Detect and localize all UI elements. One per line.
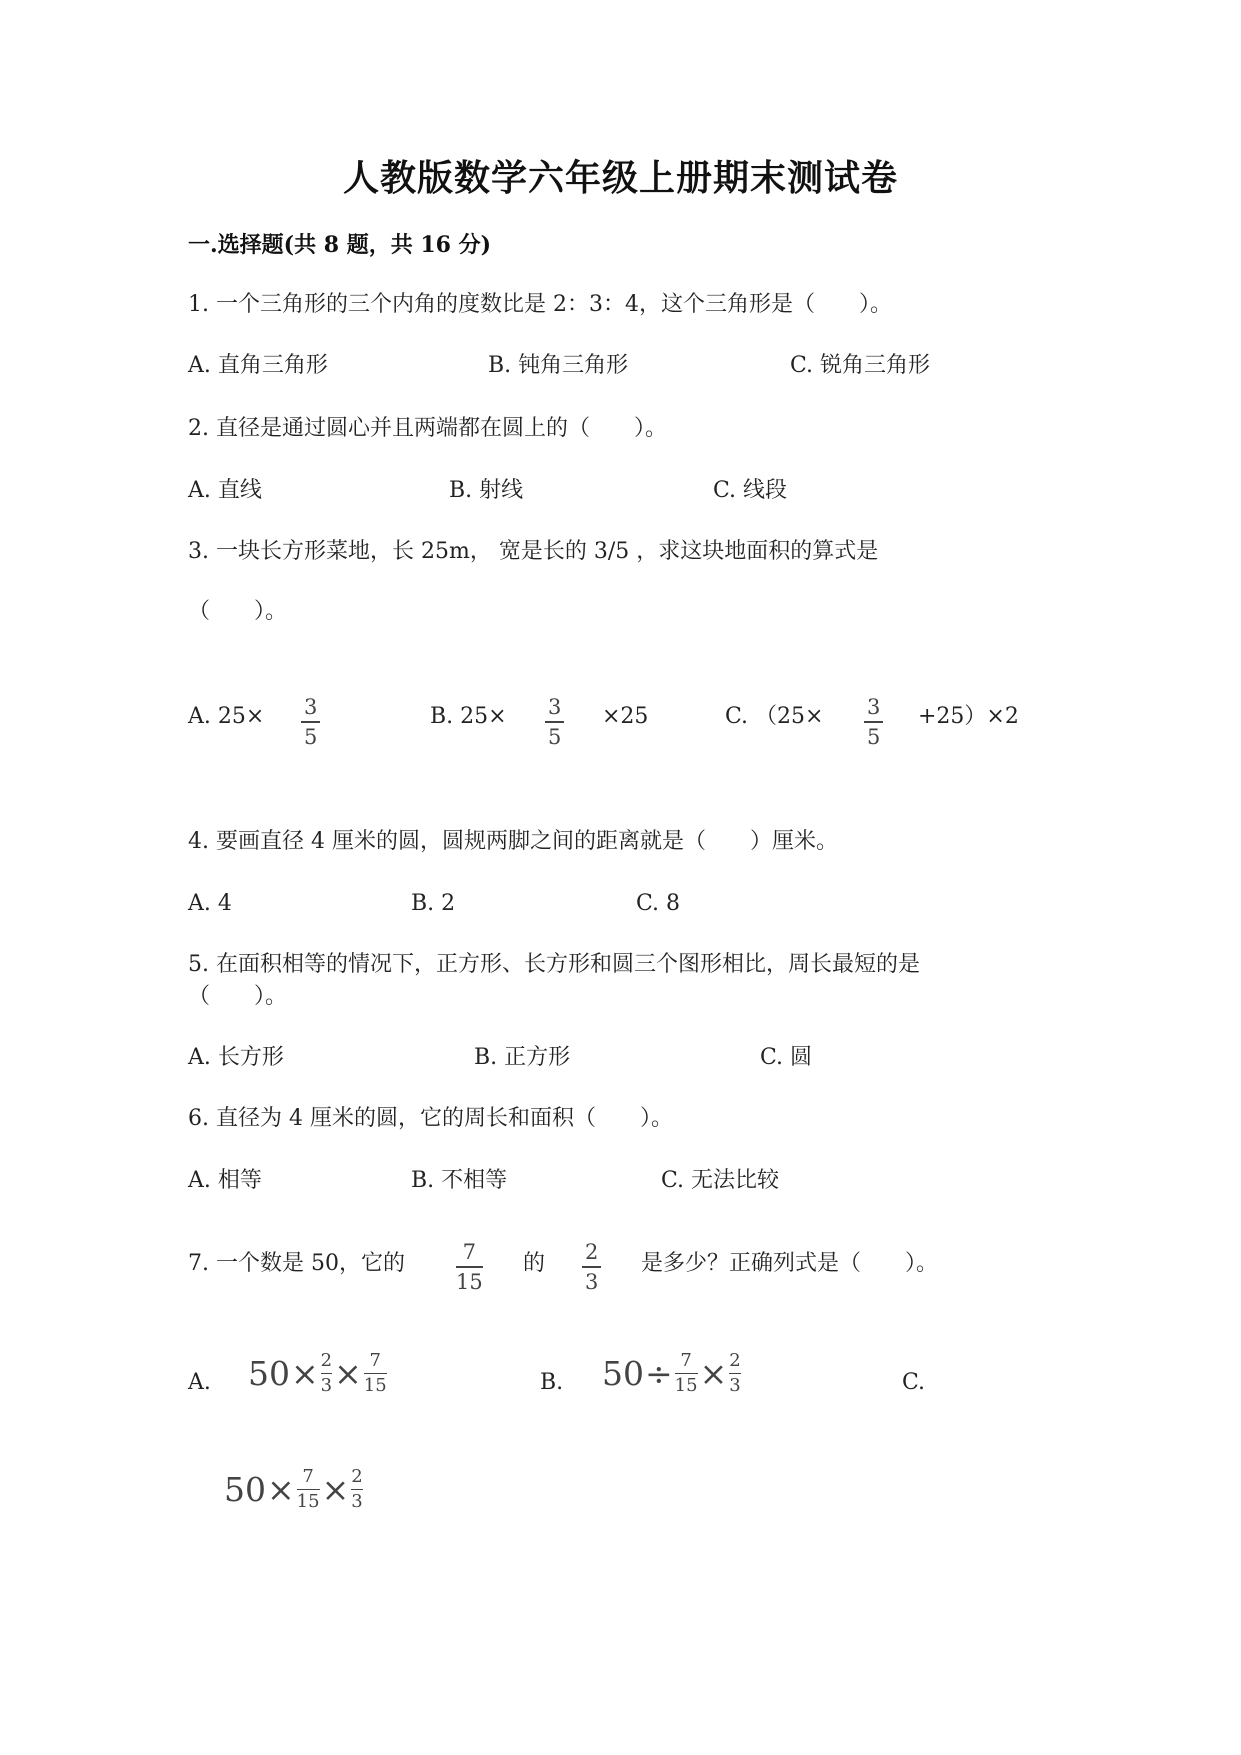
question-3: 3. 一块长方形菜地，长 25m， 宽是长的 3/5 ，求这块地面积的算式是 xyxy=(188,539,879,564)
fraction-bar xyxy=(321,1373,332,1374)
question-3-blank: （ ）。 xyxy=(188,599,288,624)
q1-option-a[interactable]: A. 直角三角形 xyxy=(188,353,328,378)
question-7-middle: 的 xyxy=(523,1251,546,1276)
fraction-bar xyxy=(351,1489,362,1490)
fraction-numerator: 3 xyxy=(867,695,881,719)
q1-option-b[interactable]: B. 钝角三角形 xyxy=(488,353,629,378)
fraction-2-3 xyxy=(321,1352,332,1395)
q4-option-a[interactable]: A. 4 xyxy=(188,891,232,916)
question-7-prefix: 7. 一个数是 50，它的 xyxy=(188,1251,405,1276)
fraction-denominator: 3 xyxy=(320,1375,333,1397)
q3-option-a[interactable]: A. 25× xyxy=(188,704,265,729)
fraction-denominator: 15 xyxy=(456,1269,483,1294)
fraction-numerator: 7 xyxy=(462,1240,477,1264)
q6-option-b[interactable]: B. 不相等 xyxy=(411,1168,508,1193)
section-heading: 一.选择题(共 8 题，共 16 分) xyxy=(188,232,492,258)
q7-option-b-expression xyxy=(602,1352,742,1395)
fraction-7-15 xyxy=(364,1352,387,1395)
q4-option-c[interactable]: C. 8 xyxy=(636,891,681,916)
q2-option-c[interactable]: C. 线段 xyxy=(713,478,788,503)
fraction-denominator: 5 xyxy=(548,724,562,749)
q3-option-c-suffix: +25）×2 xyxy=(918,704,1019,729)
number-50: 50 xyxy=(602,1354,644,1394)
fraction-numerator: 2 xyxy=(320,1350,333,1371)
question-5-blank: （ ）。 xyxy=(188,984,288,1009)
fraction-denominator: 5 xyxy=(304,724,318,749)
fraction-numerator: 7 xyxy=(369,1350,381,1371)
q3-option-a-fraction xyxy=(301,697,320,748)
fraction-denominator: 3 xyxy=(351,1491,363,1513)
q7-option-a-expression xyxy=(248,1352,388,1395)
q3-option-c-fraction xyxy=(864,697,883,748)
fraction-bar xyxy=(297,1489,320,1490)
q2-option-a[interactable]: A. 直线 xyxy=(188,478,262,503)
q3-option-b[interactable]: B. 25× xyxy=(430,704,507,729)
fraction-numerator: 3 xyxy=(304,695,318,719)
fraction-denominator: 3 xyxy=(585,1269,599,1294)
fraction-7-15 xyxy=(675,1352,698,1395)
question-2: 2. 直径是通过圆心并且两端都在圆上的（ ）。 xyxy=(188,416,667,441)
q6-option-a[interactable]: A. 相等 xyxy=(188,1168,262,1193)
fraction-numerator: 7 xyxy=(680,1350,692,1371)
times-sign: × xyxy=(321,1470,350,1510)
q7-option-c[interactable]: C. xyxy=(902,1370,926,1395)
q5-option-a[interactable]: A. 长方形 xyxy=(188,1045,284,1070)
question-6: 6. 直径为 4 厘米的圆，它的周长和面积（ ）。 xyxy=(188,1106,673,1131)
fraction-numerator: 3 xyxy=(548,695,562,719)
fraction-numerator: 2 xyxy=(351,1466,363,1487)
fraction-numerator: 2 xyxy=(585,1240,599,1264)
question-7-suffix: 是多少？正确列式是（ ）。 xyxy=(641,1251,939,1276)
fraction-bar xyxy=(729,1373,740,1374)
times-sign: × xyxy=(699,1354,728,1394)
q6-option-c[interactable]: C. 无法比较 xyxy=(661,1168,780,1193)
question-5: 5. 在面积相等的情况下，正方形、长方形和圆三个图形相比，周长最短的是 xyxy=(188,952,920,977)
fraction-2-3 xyxy=(729,1352,740,1395)
q7-fraction-2-3 xyxy=(582,1242,601,1293)
fraction-denominator: 15 xyxy=(674,1375,698,1397)
question-4: 4. 要画直径 4 厘米的圆，圆规两脚之间的距离就是（ ）厘米。 xyxy=(188,829,838,854)
question-1: 1. 一个三角形的三个内角的度数比是 2：3：4，这个三角形是（ ）。 xyxy=(188,292,892,317)
fraction-denominator: 5 xyxy=(867,724,881,749)
divide-sign: ÷ xyxy=(645,1354,673,1394)
q7-option-a[interactable]: A. xyxy=(188,1370,211,1395)
q5-option-c[interactable]: C. 圆 xyxy=(760,1045,813,1070)
q2-option-b[interactable]: B. 射线 xyxy=(449,478,524,503)
q7-fraction-7-15 xyxy=(456,1242,483,1293)
times-sign: × xyxy=(291,1354,319,1394)
q7-option-c-expression xyxy=(224,1468,364,1511)
fraction-denominator: 15 xyxy=(363,1375,387,1397)
fraction-numerator: 2 xyxy=(729,1350,741,1371)
number-50: 50 xyxy=(224,1470,266,1510)
times-sign: × xyxy=(334,1354,362,1394)
fraction-bar xyxy=(675,1373,698,1374)
q3-option-c[interactable]: C. （25× xyxy=(725,704,824,729)
q3-option-b-fraction xyxy=(545,697,564,748)
fraction-numerator: 7 xyxy=(302,1466,314,1487)
fraction-denominator: 15 xyxy=(296,1491,320,1513)
q5-option-b[interactable]: B. 正方形 xyxy=(474,1045,571,1070)
page-title: 人教版数学六年级上册期末测试卷 xyxy=(342,157,898,199)
fraction-2-3 xyxy=(351,1468,362,1511)
q1-option-c[interactable]: C. 锐角三角形 xyxy=(790,353,931,378)
times-sign: × xyxy=(267,1470,295,1510)
q3-option-b-suffix: ×25 xyxy=(602,704,649,729)
q7-option-b[interactable]: B. xyxy=(540,1370,564,1395)
fraction-7-15 xyxy=(297,1468,320,1511)
fraction-bar xyxy=(364,1373,387,1374)
number-50: 50 xyxy=(248,1354,290,1394)
fraction-denominator: 3 xyxy=(729,1375,741,1397)
q4-option-b[interactable]: B. 2 xyxy=(411,891,456,916)
